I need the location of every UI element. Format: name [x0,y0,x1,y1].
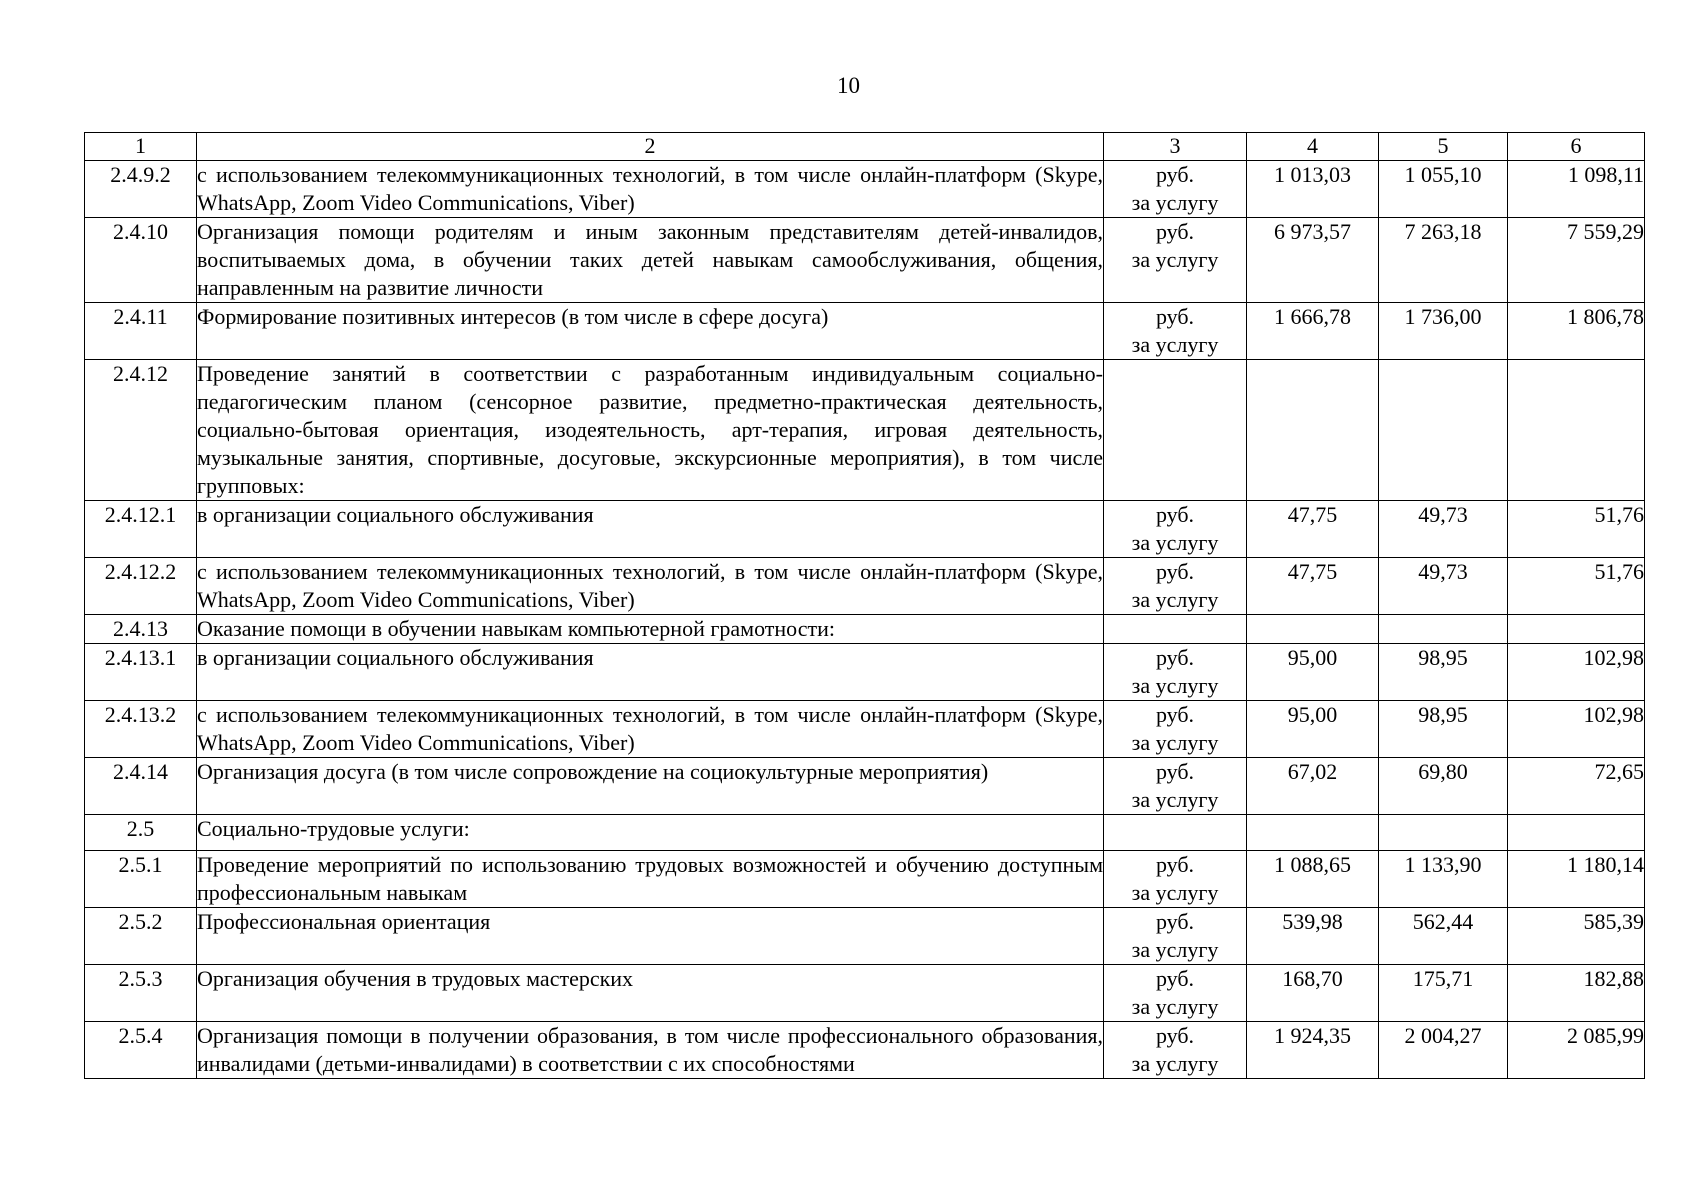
service-description: Организация помощи в получении образования, в том числе профессионального образования, инвалидами (детьми-инвалидами) в соответствии с их способностями [197,1022,1104,1079]
tariff-value-col4: 47,75 [1247,558,1379,615]
table-row [85,965,1645,1022]
service-code: 2.4.13.2 [85,701,197,758]
column-header-5: 5 [1379,133,1508,161]
tariff-value-col6: 2 085,99 [1508,1022,1645,1079]
tariff-value-col5 [1379,615,1508,644]
table-header-row [85,133,1645,161]
table-row [85,815,1645,851]
tariff-value-col5: 69,80 [1379,758,1508,815]
service-description: в организации социального обслуживания [197,644,1104,701]
service-code: 2.5.4 [85,1022,197,1079]
service-description: Организация помощи родителям и иным законным представителям детей-инвалидов, воспитываемых дома, в обучении таких детей навыкам самообслуживания, общения, направленным на развитие личности [197,218,1104,303]
tariff-value-col5 [1379,360,1508,501]
table-row [85,218,1645,303]
table-row [85,615,1645,644]
table-row [85,501,1645,558]
service-code: 2.5.1 [85,851,197,908]
column-header-1: 1 [85,133,197,161]
table-row [85,851,1645,908]
service-description: Проведение занятий в соответствии с разработанным индивидуальным социально-педагогическим планом (сенсорное развитие, предметно-практическая деятельность, социально-бытовая ориентация, изодеятельность, арт-терапия, игровая деятельность, музыкальные занятия, спортивные, досуговые, экскурсионные мероприятия), в том числе групповых: [197,360,1104,501]
tariff-value-col6: 1 180,14 [1508,851,1645,908]
service-code: 2.4.13 [85,615,197,644]
unit-currency: руб. [1155,966,1195,991]
tariff-value-col6 [1508,360,1645,501]
column-header-4: 4 [1247,133,1379,161]
tariff-value-col4: 6 973,57 [1247,218,1379,303]
unit-per-service: за услугу [1131,332,1219,357]
tariff-value-col6: 72,65 [1508,758,1645,815]
tariff-value-col6 [1508,815,1645,851]
service-description: Социально-трудовые услуги: [197,815,1104,851]
column-header-6: 6 [1508,133,1645,161]
column-header-3: 3 [1104,133,1247,161]
tariff-value-col4: 1 013,03 [1247,161,1379,218]
tariff-value-col4 [1247,360,1379,501]
unit-per-service: за услугу [1131,1051,1219,1076]
tariff-value-col6 [1508,615,1645,644]
tariff-value-col6: 51,76 [1508,558,1645,615]
table-row [85,558,1645,615]
unit-cell [1104,615,1247,644]
tariff-value-col5: 1 736,00 [1379,303,1508,360]
tariff-value-col5: 49,73 [1379,558,1508,615]
unit-cell [1104,303,1247,360]
unit-per-service: за услугу [1131,247,1219,272]
unit-currency: руб. [1155,162,1195,187]
unit-currency: руб. [1155,1023,1195,1048]
service-code: 2.4.10 [85,218,197,303]
tariff-value-col4: 539,98 [1247,908,1379,965]
tariff-value-col4: 1 666,78 [1247,303,1379,360]
unit-per-service: за услугу [1131,587,1219,612]
tariff-value-col6: 102,98 [1508,644,1645,701]
service-description: с использованием телекоммуникационных технологий, в том числе онлайн-платформ (Skype, WhatsApp, Zoom Video Communications, Viber) [197,161,1104,218]
unit-cell [1104,558,1247,615]
service-description: Профессиональная ориентация [197,908,1104,965]
unit-per-service: за услугу [1131,190,1219,215]
unit-currency: руб. [1155,645,1195,670]
service-code: 2.4.12.2 [85,558,197,615]
tariff-value-col6: 1 806,78 [1508,303,1645,360]
column-header-2: 2 [197,133,1104,161]
tariff-value-col5: 7 263,18 [1379,218,1508,303]
unit-currency: руб. [1155,852,1195,877]
unit-cell [1104,758,1247,815]
service-code: 2.5.2 [85,908,197,965]
service-code: 2.4.12.1 [85,501,197,558]
service-code: 2.5.3 [85,965,197,1022]
unit-cell [1104,965,1247,1022]
unit-per-service: за услугу [1131,787,1219,812]
unit-currency: руб. [1155,219,1195,244]
service-code: 2.4.12 [85,360,197,501]
tariff-value-col5: 98,95 [1379,701,1508,758]
unit-per-service: за услугу [1131,880,1219,905]
tariff-value-col4: 168,70 [1247,965,1379,1022]
unit-cell [1104,360,1247,501]
table-row [85,908,1645,965]
service-description: Формирование позитивных интересов (в том числе в сфере досуга) [197,303,1104,360]
table-row [85,360,1645,501]
unit-cell [1104,1022,1247,1079]
tariff-value-col6: 102,98 [1508,701,1645,758]
table-row [85,161,1645,218]
table-row [85,303,1645,360]
tariff-value-col4: 1 088,65 [1247,851,1379,908]
unit-cell [1104,815,1247,851]
unit-currency: руб. [1155,502,1195,527]
table-row [85,644,1645,701]
tariff-value-col4: 67,02 [1247,758,1379,815]
tariff-value-col6: 585,39 [1508,908,1645,965]
tariff-value-col5: 562,44 [1379,908,1508,965]
service-code: 2.4.9.2 [85,161,197,218]
tariff-value-col5: 98,95 [1379,644,1508,701]
tariff-value-col6: 51,76 [1508,501,1645,558]
tariff-value-col5: 49,73 [1379,501,1508,558]
service-description: с использованием телекоммуникационных технологий, в том числе онлайн-платформ (Skype, WhatsApp, Zoom Video Communications, Viber) [197,558,1104,615]
unit-per-service: за услугу [1131,673,1219,698]
table-row [85,758,1645,815]
unit-currency: руб. [1155,909,1195,934]
tariff-value-col4 [1247,815,1379,851]
tariff-value-col4: 1 924,35 [1247,1022,1379,1079]
service-description: в организации социального обслуживания [197,501,1104,558]
table-row [85,1022,1645,1079]
service-description: Проведение мероприятий по использованию трудовых возможностей и обучению доступным профессиональным навыкам [197,851,1104,908]
tariff-value-col4: 95,00 [1247,701,1379,758]
service-code: 2.4.14 [85,758,197,815]
service-description: Оказание помощи в обучении навыкам компьютерной грамотности: [197,615,1104,644]
tariff-table [84,132,1645,1079]
tariff-value-col5: 1 055,10 [1379,161,1508,218]
unit-per-service: за услугу [1131,530,1219,555]
page-number: 10 [837,73,860,98]
service-description: Организация досуга (в том числе сопровождение на социокультурные мероприятия) [197,758,1104,815]
unit-currency: руб. [1155,559,1195,584]
tariff-value-col5: 2 004,27 [1379,1022,1508,1079]
unit-per-service: за услугу [1131,994,1219,1019]
tariff-value-col4: 95,00 [1247,644,1379,701]
tariff-value-col6: 7 559,29 [1508,218,1645,303]
tariff-value-col5: 1 133,90 [1379,851,1508,908]
unit-cell [1104,218,1247,303]
tariff-value-col6: 182,88 [1508,965,1645,1022]
service-code: 2.4.11 [85,303,197,360]
unit-cell [1104,161,1247,218]
unit-currency: руб. [1155,702,1195,727]
unit-per-service: за услугу [1131,937,1219,962]
unit-cell [1104,501,1247,558]
unit-per-service: за услугу [1131,730,1219,755]
unit-cell [1104,644,1247,701]
unit-cell [1104,908,1247,965]
unit-cell [1104,851,1247,908]
service-code: 2.5 [85,815,197,851]
table-body [85,161,1645,1079]
unit-currency: руб. [1155,304,1195,329]
tariff-value-col4 [1247,615,1379,644]
service-description: Организация обучения в трудовых мастерских [197,965,1104,1022]
unit-currency: руб. [1155,759,1195,784]
tariff-value-col4: 47,75 [1247,501,1379,558]
tariff-value-col5: 175,71 [1379,965,1508,1022]
service-code: 2.4.13.1 [85,644,197,701]
unit-cell [1104,701,1247,758]
service-description: с использованием телекоммуникационных технологий, в том числе онлайн-платформ (Skype, WhatsApp, Zoom Video Communications, Viber) [197,701,1104,758]
table-row [85,701,1645,758]
tariff-value-col6: 1 098,11 [1508,161,1645,218]
tariff-value-col5 [1379,815,1508,851]
